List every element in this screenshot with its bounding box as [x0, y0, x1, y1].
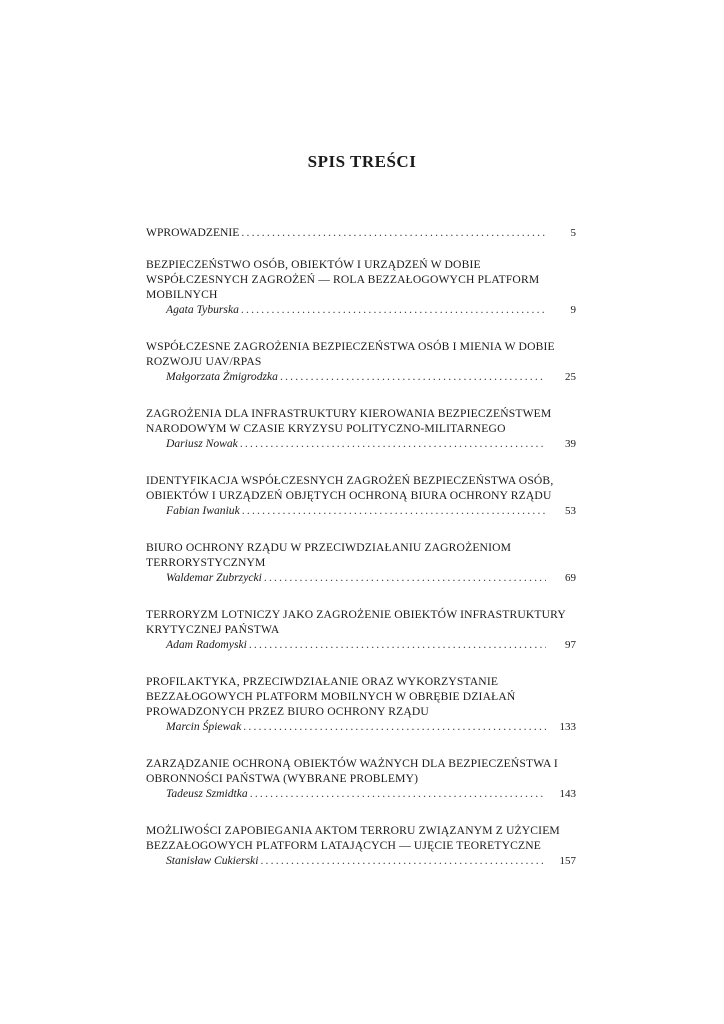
dot-leader [249, 637, 546, 652]
toc-line [146, 786, 576, 802]
toc-entry-author: Fabian Iwaniuk [166, 504, 240, 517]
page-number: 25 [565, 371, 576, 383]
dot-leader [241, 225, 546, 240]
toc-entry-author: Tadeusz Szmidtka [166, 787, 248, 800]
page-number: 157 [559, 855, 576, 867]
toc-entry-title: IDENTYFIKACJA WSPÓŁCZESNYCH ZAGROŻEŃ BEZPIECZEŃSTWA OSÓB, OBIEKTÓW I URZĄDZEŃ OBJĘTYCH OCHRONĄ BIURA OCHRONY RZĄDU [146, 474, 554, 502]
toc-line [146, 225, 576, 241]
toc-entry-title: ZAGROŻENIA DLA INFRASTRUKTURY KIEROWANIA BEZPIECZEŃSTWEM NARODOWYM W CZASIE KRYZYSU POLITYCZNO-MILITARNEGO [146, 407, 552, 435]
dot-leader [260, 853, 546, 868]
page-number: 5 [570, 227, 576, 239]
page-number: 97 [565, 639, 576, 651]
page-number: 69 [565, 572, 576, 584]
toc-entry[interactable] [146, 540, 576, 586]
toc-entry[interactable] [146, 406, 576, 452]
toc-entry-title: WPROWADZENIE [146, 226, 240, 239]
table-of-contents [146, 225, 576, 869]
page-number: 133 [559, 721, 576, 733]
toc-entry-title: PROFILAKTYKA, PRZECIWDZIAŁANIE ORAZ WYKORZYSTANIE BEZZAŁOGOWYCH PLATFORM MOBILNYCH W OBRĘBIE DZIAŁAŃ PROWADZONYCH PRZEZ BIURO OCHRONY RZĄDU [146, 675, 516, 718]
toc-entry-title: BIURO OCHRONY RZĄDU W PRZECIWDZIAŁANIU ZAGROŻENIOM TERRORYSTYCZNYM [146, 541, 512, 569]
toc-line [146, 637, 576, 653]
dot-leader [241, 302, 546, 317]
toc-line [146, 436, 576, 452]
page-title: SPIS TREŚCI [307, 152, 417, 171]
toc-entry-title: WSPÓŁCZESNE ZAGROŻENIA BEZPIECZEŃSTWA OSÓB I MIENIA W DOBIE ROZWOJU UAV/RPAS [146, 340, 555, 368]
toc-entry-author: Małgorzata Żmigrodzka [166, 370, 278, 383]
toc-entry-introduction[interactable] [146, 225, 576, 241]
toc-entry-author: Agata Tyburska [166, 303, 239, 316]
dot-leader [243, 719, 546, 734]
toc-entry-title: TERRORYZM LOTNICZY JAKO ZAGROŻENIE OBIEKTÓW INFRASTRUKTURY KRYTYCZNEJ PAŃSTWA [146, 608, 566, 636]
page-number: 53 [565, 505, 576, 517]
toc-entry[interactable] [146, 674, 576, 735]
toc-entry-title: BEZPIECZEŃSTWO OSÓB, OBIEKTÓW I URZĄDZEŃ W DOBIE WSPÓŁCZESNYCH ZAGROŻEŃ — ROLA BEZZAŁOGOWYCH PLATFORM MOBILNYCH [146, 258, 540, 301]
toc-entry-author: Waldemar Zubrzycki [166, 571, 262, 584]
page-number: 143 [559, 788, 576, 800]
toc-entry-author: Dariusz Nowak [166, 437, 238, 450]
toc-entry-author: Marcin Śpiewak [166, 720, 242, 733]
toc-entry[interactable] [146, 756, 576, 802]
dot-leader [242, 503, 546, 518]
dot-leader [280, 369, 546, 384]
toc-entry[interactable] [146, 607, 576, 653]
toc-line [146, 853, 576, 869]
dot-leader [250, 786, 546, 801]
toc-line [146, 369, 576, 385]
toc-entry[interactable] [146, 823, 576, 869]
toc-line [146, 719, 576, 735]
toc-entry-author: Adam Radomyski [166, 638, 247, 651]
dot-leader [240, 436, 546, 451]
toc-entry[interactable] [146, 257, 576, 318]
toc-entry-title: ZARZĄDZANIE OCHRONĄ OBIEKTÓW WAŻNYCH DLA BEZPIECZEŃSTWA I OBRONNOŚCI PAŃSTWA (WYBRANE PROBLEMY) [146, 757, 558, 785]
page-number: 39 [565, 438, 576, 450]
toc-entry[interactable] [146, 473, 576, 519]
toc-line [146, 302, 576, 318]
toc-entry[interactable] [146, 339, 576, 385]
toc-line [146, 570, 576, 586]
toc-entry-title: MOŻLIWOŚCI ZAPOBIEGANIA AKTOM TERRORU ZWIĄZANYM Z UŻYCIEM BEZZAŁOGOWYCH PLATFORM LATAJĄCYCH — UJĘCIE TEORETYCZNE [146, 824, 560, 852]
toc-line [146, 503, 576, 519]
page-number: 9 [570, 304, 576, 316]
toc-entry-author: Stanisław Cukierski [166, 854, 259, 867]
dot-leader [264, 570, 546, 585]
